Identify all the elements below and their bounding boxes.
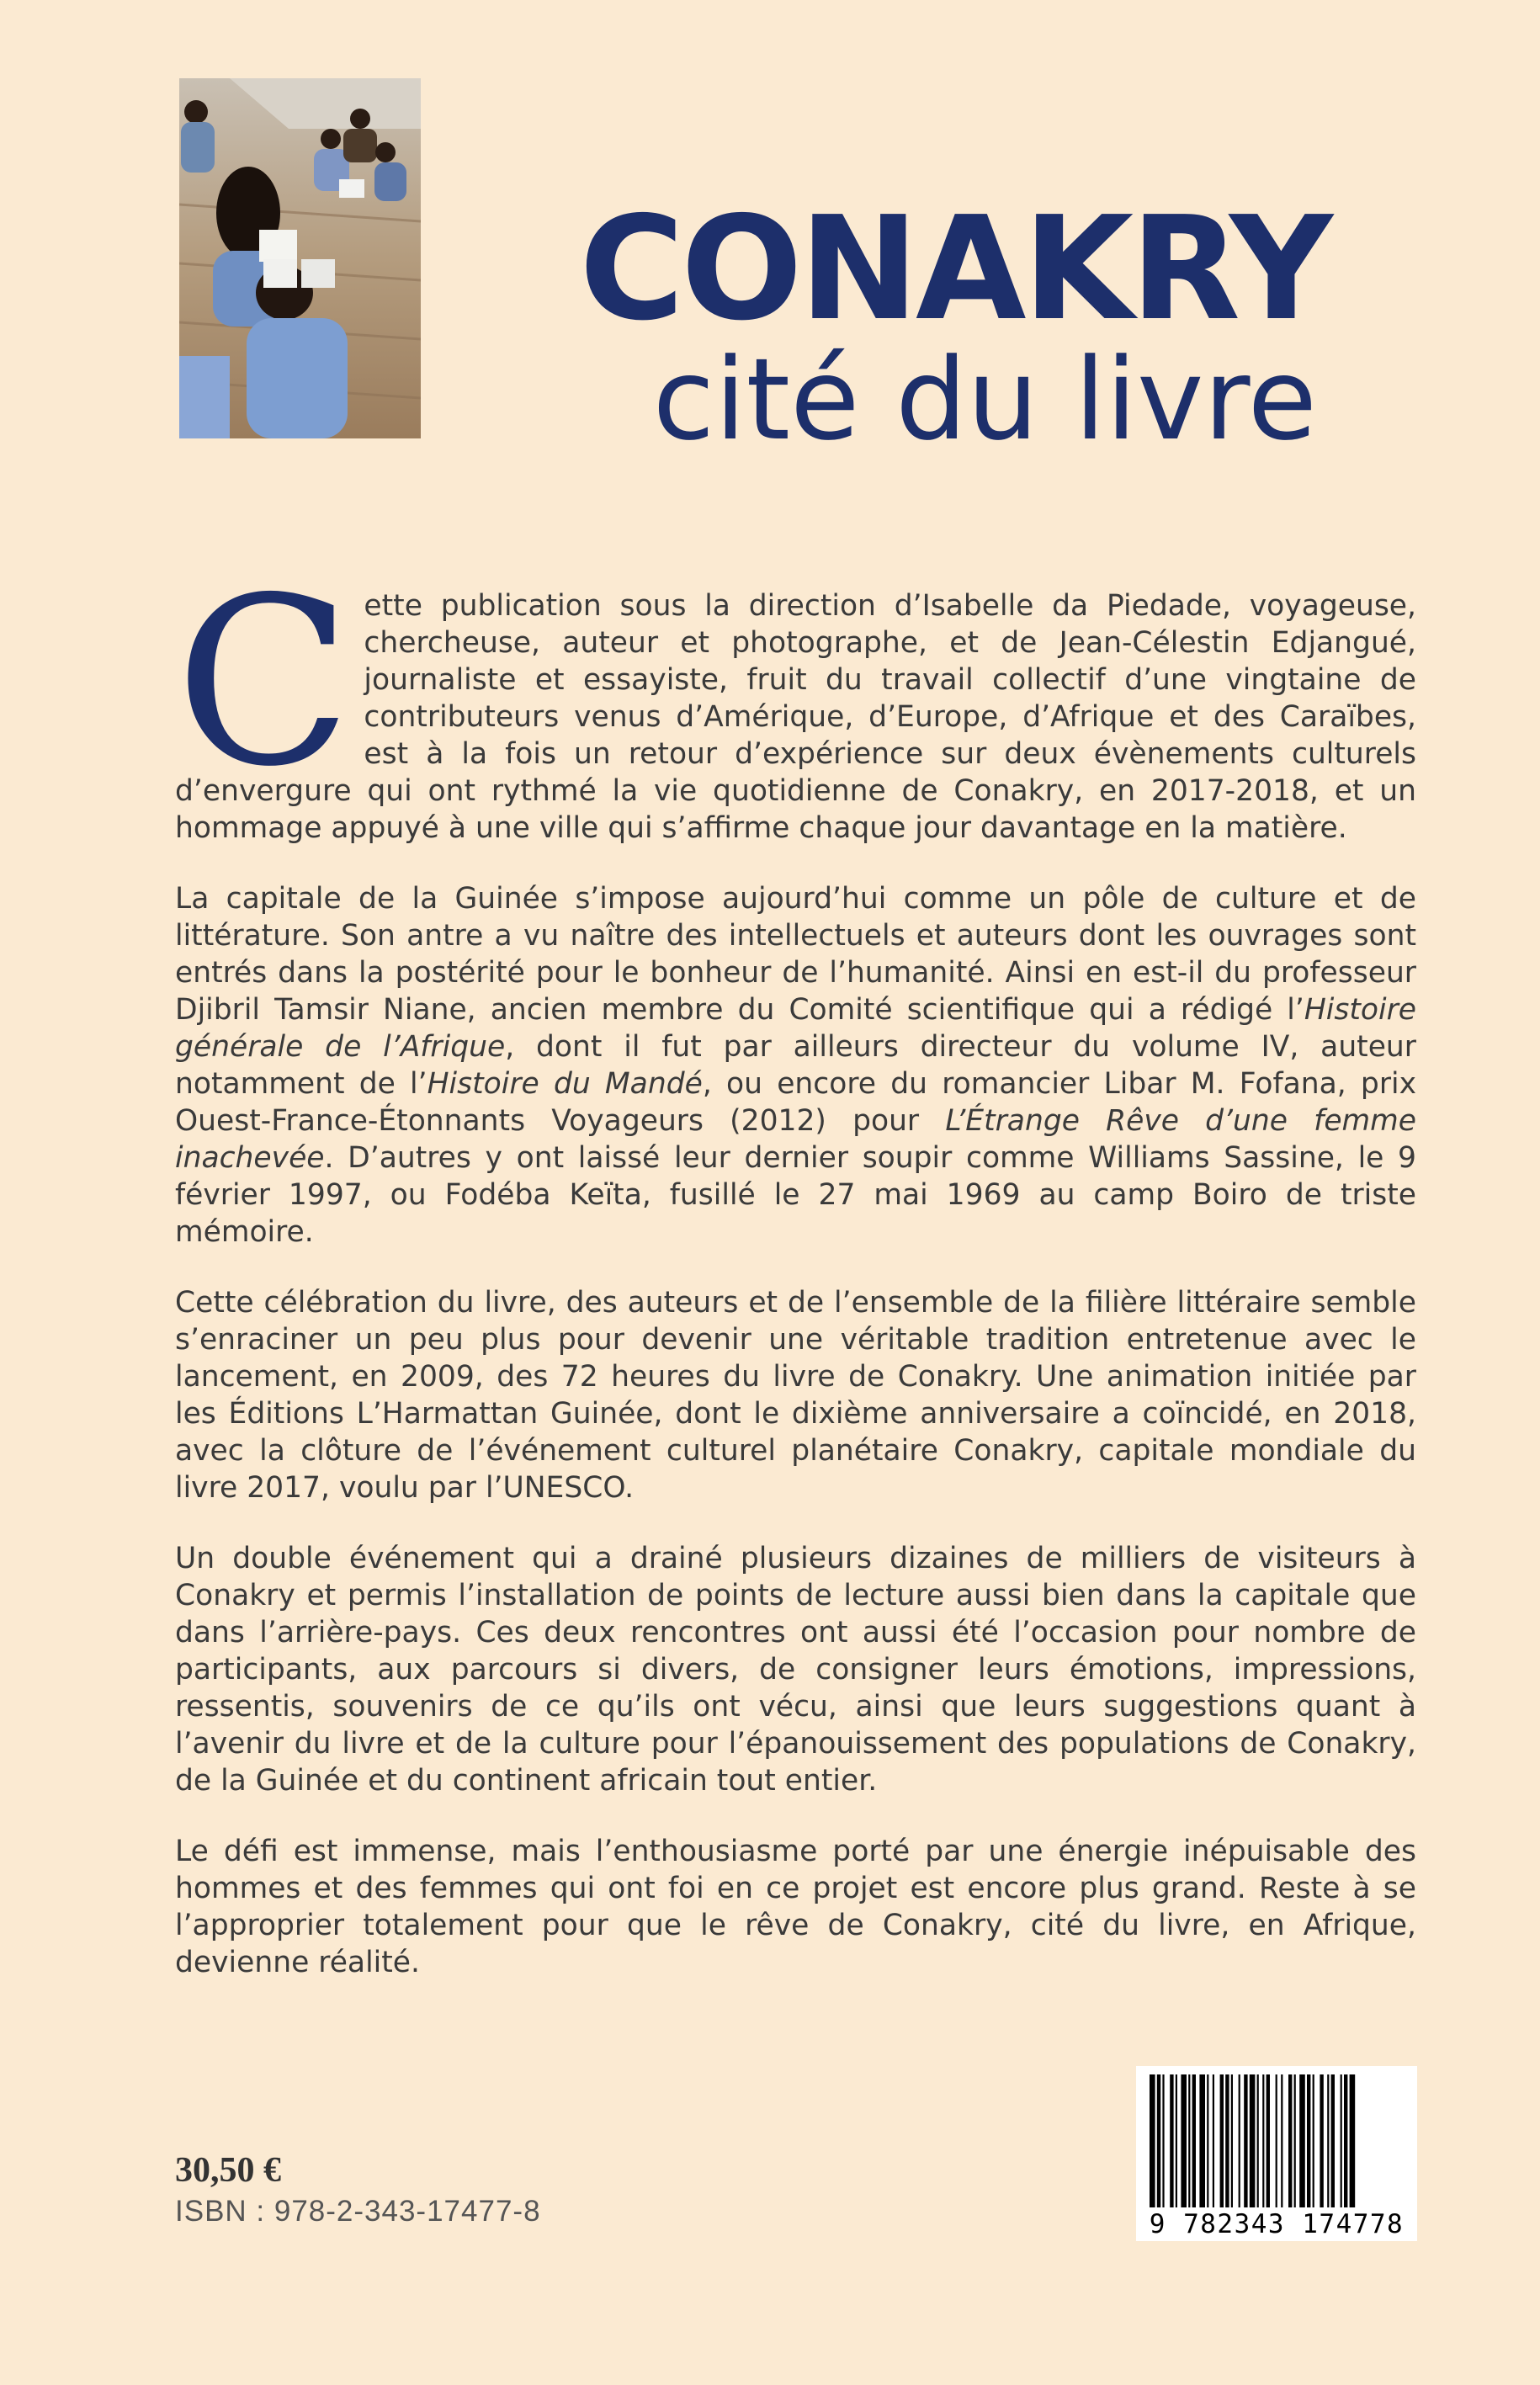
barcode-bar	[1276, 2074, 1277, 2207]
barcode-bar	[1257, 2074, 1259, 2207]
barcode-bar	[1225, 2074, 1229, 2207]
barcode-bar	[1299, 2074, 1305, 2207]
paragraph-2-text: La capitale de la Guinée s’impose aujourd’hui comme un pôle de culture et de littérature. Son antre a vu naître des intellectuels et auteurs dont les ouvrages sont entrés dans la postérité pour le bonheur de l’humanité. Ainsi en est-il du professeur Djibril Tamsir Niane, ancien membre du Comité scientifique qui a rédigé l’	[175, 882, 1416, 1027]
barcode-bar	[1262, 2074, 1264, 2207]
barcode-bar	[1176, 2074, 1177, 2207]
book-reference: Histoire du Mandé	[427, 1067, 703, 1101]
isbn: ISBN : 978-2-343-17477-8	[175, 2195, 541, 2228]
price: 30,50 €	[175, 2151, 281, 2190]
barcode-bar	[1281, 2074, 1282, 2207]
book-reference: Histoire générale de l’Afrique	[175, 993, 1416, 1064]
barcode-bar	[1150, 2074, 1155, 2207]
barcode-bar	[1288, 2074, 1292, 2207]
barcode-bar	[1188, 2074, 1190, 2207]
paragraph-2-text: , ou encore du romancier Libar M. Fofana, prix Ouest-France-Étonnants Voyageurs (2012) pour	[175, 1067, 1417, 1138]
barcode-bar	[1341, 2074, 1342, 2207]
cover-photo-readers	[179, 78, 421, 438]
barcode	[1136, 2066, 1417, 2241]
paragraph-2	[175, 880, 1416, 1251]
barcode-bar	[1181, 2074, 1187, 2207]
barcode-bar	[1344, 2074, 1347, 2207]
barcode-bar	[1294, 2074, 1296, 2207]
paragraph-2-text: , dont il fut par ailleurs directeur du volume IV, auteur notamment de l’	[175, 1030, 1416, 1101]
barcode-bar	[1157, 2074, 1160, 2207]
barcode-bar	[1213, 2074, 1214, 2207]
barcode-bar	[1331, 2074, 1335, 2207]
barcode-bar	[1162, 2074, 1164, 2207]
paragraph-3: Cette célébration du livre, des auteurs et de l’ensemble de la filière littéraire semble s’enraciner un peu plus pour devenir une véritable tradition entretenue avec le lancement, en 2009, des 72 heures du livre de Conakry. Une animation initiée par les Éditions L’Harmattan Guinée, dont le dixième anniversaire a coïncidé, en 2018, avec la clôture de l’événement culturel planétaire Conakry, capitale mondiale du livre 2017, voulu par l’UNESCO.	[175, 1286, 1416, 1505]
paragraph-2-text: . D’autres y ont laissé leur dernier soupir comme Williams Sassine, le 9 février 1997, ou Fodéba Keïta, fusillé le 27 mai 1969 au camp Boiro de triste mémoire.	[175, 1141, 1416, 1249]
barcode-bar	[1207, 2074, 1208, 2207]
barcode-bar	[1170, 2074, 1173, 2207]
paragraph-4: Un double événement qui a drainé plusieurs dizaines de milliers de visiteurs à Conakry et permis l’installation de points de lecture aussi bien dans la capitale que dans l’arrière-pays. Ces deux rencontres ont aussi été l’occasion pour nombre de participants, aux parcours si divers, de consigner leurs émotions, impressions, ressentis, souvenirs de ce qu’ils ont vécu, ainsi que leurs suggestions quant à l’avenir du livre et de la culture pour l’épanouissement des populations de Conakry, de la Guinée et du continent africain tout entier.	[175, 1542, 1416, 1798]
barcode-bar	[1313, 2074, 1314, 2207]
barcode-bar	[1320, 2074, 1323, 2207]
paragraph-5: Le défi est immense, mais l’enthousiasme porté par une énergie inépuisable des hommes et des femmes qui ont foi en ce projet est encore plus grand. Reste à se l’approprier totalement pour que le rêve de Conakry, cité du livre, en Afrique, devienne réalité.	[175, 1835, 1416, 1979]
drop-cap: C	[175, 548, 353, 817]
book-reference: L’Étrange Rêve d’une femme inachevée	[175, 1104, 1416, 1175]
back-cover-text	[175, 548, 1417, 2015]
barcode-bar	[1199, 2074, 1205, 2207]
barcode-digits: 9 782343 174778	[1149, 2209, 1405, 2239]
barcode-bar	[1267, 2074, 1270, 2207]
barcode-bar	[1250, 2074, 1256, 2207]
barcode-bar	[1239, 2074, 1240, 2207]
book-subtitle: cité du livre	[652, 334, 1317, 465]
paragraph-1	[175, 548, 1416, 847]
barcode-bar	[1327, 2074, 1329, 2207]
barcode-bar	[1220, 2074, 1224, 2207]
barcode-bar	[1307, 2074, 1310, 2207]
barcode-bar	[1244, 2074, 1247, 2207]
barcode-bar	[1231, 2074, 1233, 2207]
title-block	[471, 186, 1414, 465]
barcode-bar	[1192, 2074, 1196, 2207]
paragraph-1-text: ette publication sous la direction d’Isabelle da Piedade, voyageuse, chercheuse, auteur et photographe, et de Jean-Célestin Edjangué, journaliste et essayiste, fruit du travail collectif d’une vingtaine de contributeurs venus d’Amérique, d’Europe, d’Afrique et des Caraïbes, est à la fois un retour d’expérience sur deux évènements culturels d’envergure qui ont rythmé la vie quotidienne de Conakry, en 2017-2018, et un hommage appuyé à une ville qui s’affirme chaque jour davantage en la matière.	[175, 589, 1416, 845]
book-title: CONAKRY	[579, 186, 1330, 353]
barcode-bar	[1350, 2074, 1356, 2207]
